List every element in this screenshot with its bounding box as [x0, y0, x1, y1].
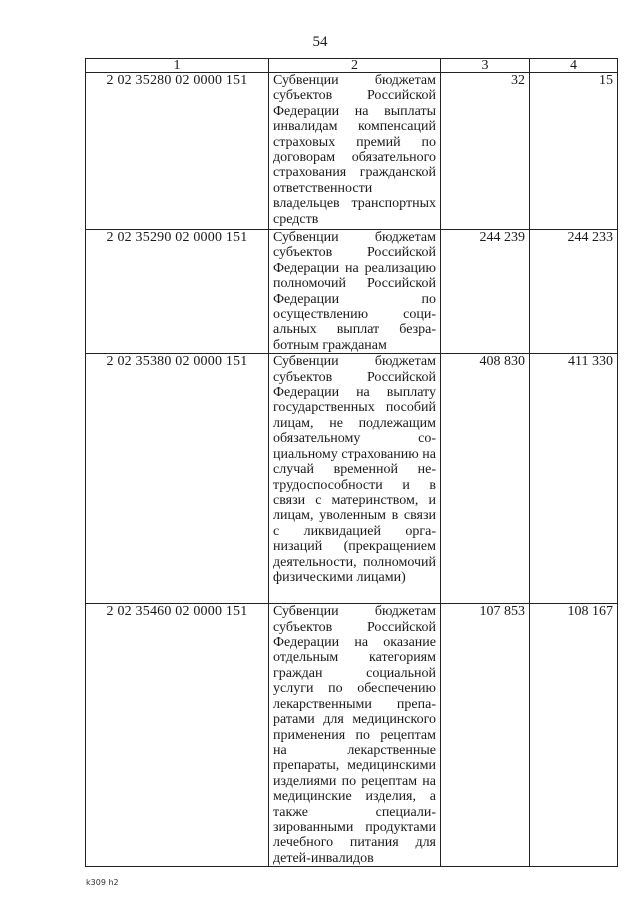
description-cell: Субвенции бюджетам субъектов Российской Федерации на оказание отдельным категориям граждан социальной услуги по обеспечению лекарственными препаратами для медицинского применения по рецептам на лекарственные препараты, медицинскими изделиями по рецептам на медицинские изделия, а также специализированными продуктами лечебного питания для детей-инвалидов — [269, 604, 441, 867]
description-cell: Субвенции бюджетам субъектов Российской Федерации на выплаты инвалидам компенсаций страховых премий по договорам обязательного страхования гражданской ответственности владельцев транспортных средств — [269, 73, 441, 230]
footer-document-code: k309 h2 — [86, 878, 119, 887]
column-header-1: 1 — [86, 59, 269, 73]
description-cell: Субвенции бюджетам субъектов Российской Федерации на выплату государственных пособий лицам, не подлежащим обязательному социальному страхованию на случай временной нетрудоспособности и в связи с материнством, и лицам, уволенным в связи с ликвидацией организаций (прекращением деятельности, полномочий физическими лицами) — [269, 354, 441, 604]
budget-code-cell: 2 02 35280 02 0000 151 — [86, 73, 269, 230]
table-row — [86, 354, 618, 604]
amount-col4-cell: 411 330 — [530, 354, 618, 604]
amount-col4-cell: 108 167 — [530, 604, 618, 867]
column-header-4: 4 — [530, 59, 618, 73]
budget-code-cell: 2 02 35380 02 0000 151 — [86, 354, 269, 604]
budget-table — [85, 58, 618, 867]
table-header-row — [86, 59, 618, 73]
table-row — [86, 230, 618, 354]
amount-col4-cell: 15 — [530, 73, 618, 230]
page-number: 54 — [312, 34, 328, 50]
amount-col4-cell: 244 233 — [530, 230, 618, 354]
amount-col3-cell: 408 830 — [441, 354, 530, 604]
budget-code-cell: 2 02 35460 02 0000 151 — [86, 604, 269, 867]
amount-col3-cell: 107 853 — [441, 604, 530, 867]
amount-col3-cell: 244 239 — [441, 230, 530, 354]
column-header-2: 2 — [269, 59, 441, 73]
table-row — [86, 73, 618, 230]
budget-code-cell: 2 02 35290 02 0000 151 — [86, 230, 269, 354]
table-row — [86, 604, 618, 867]
description-cell: Субвенции бюджетам субъектов Российской Федерации на реализацию полномочий Российской Федерации по осуществлению социальных выплат безработным гражданам — [269, 230, 441, 354]
amount-col3-cell: 32 — [441, 73, 530, 230]
column-header-3: 3 — [441, 59, 530, 73]
